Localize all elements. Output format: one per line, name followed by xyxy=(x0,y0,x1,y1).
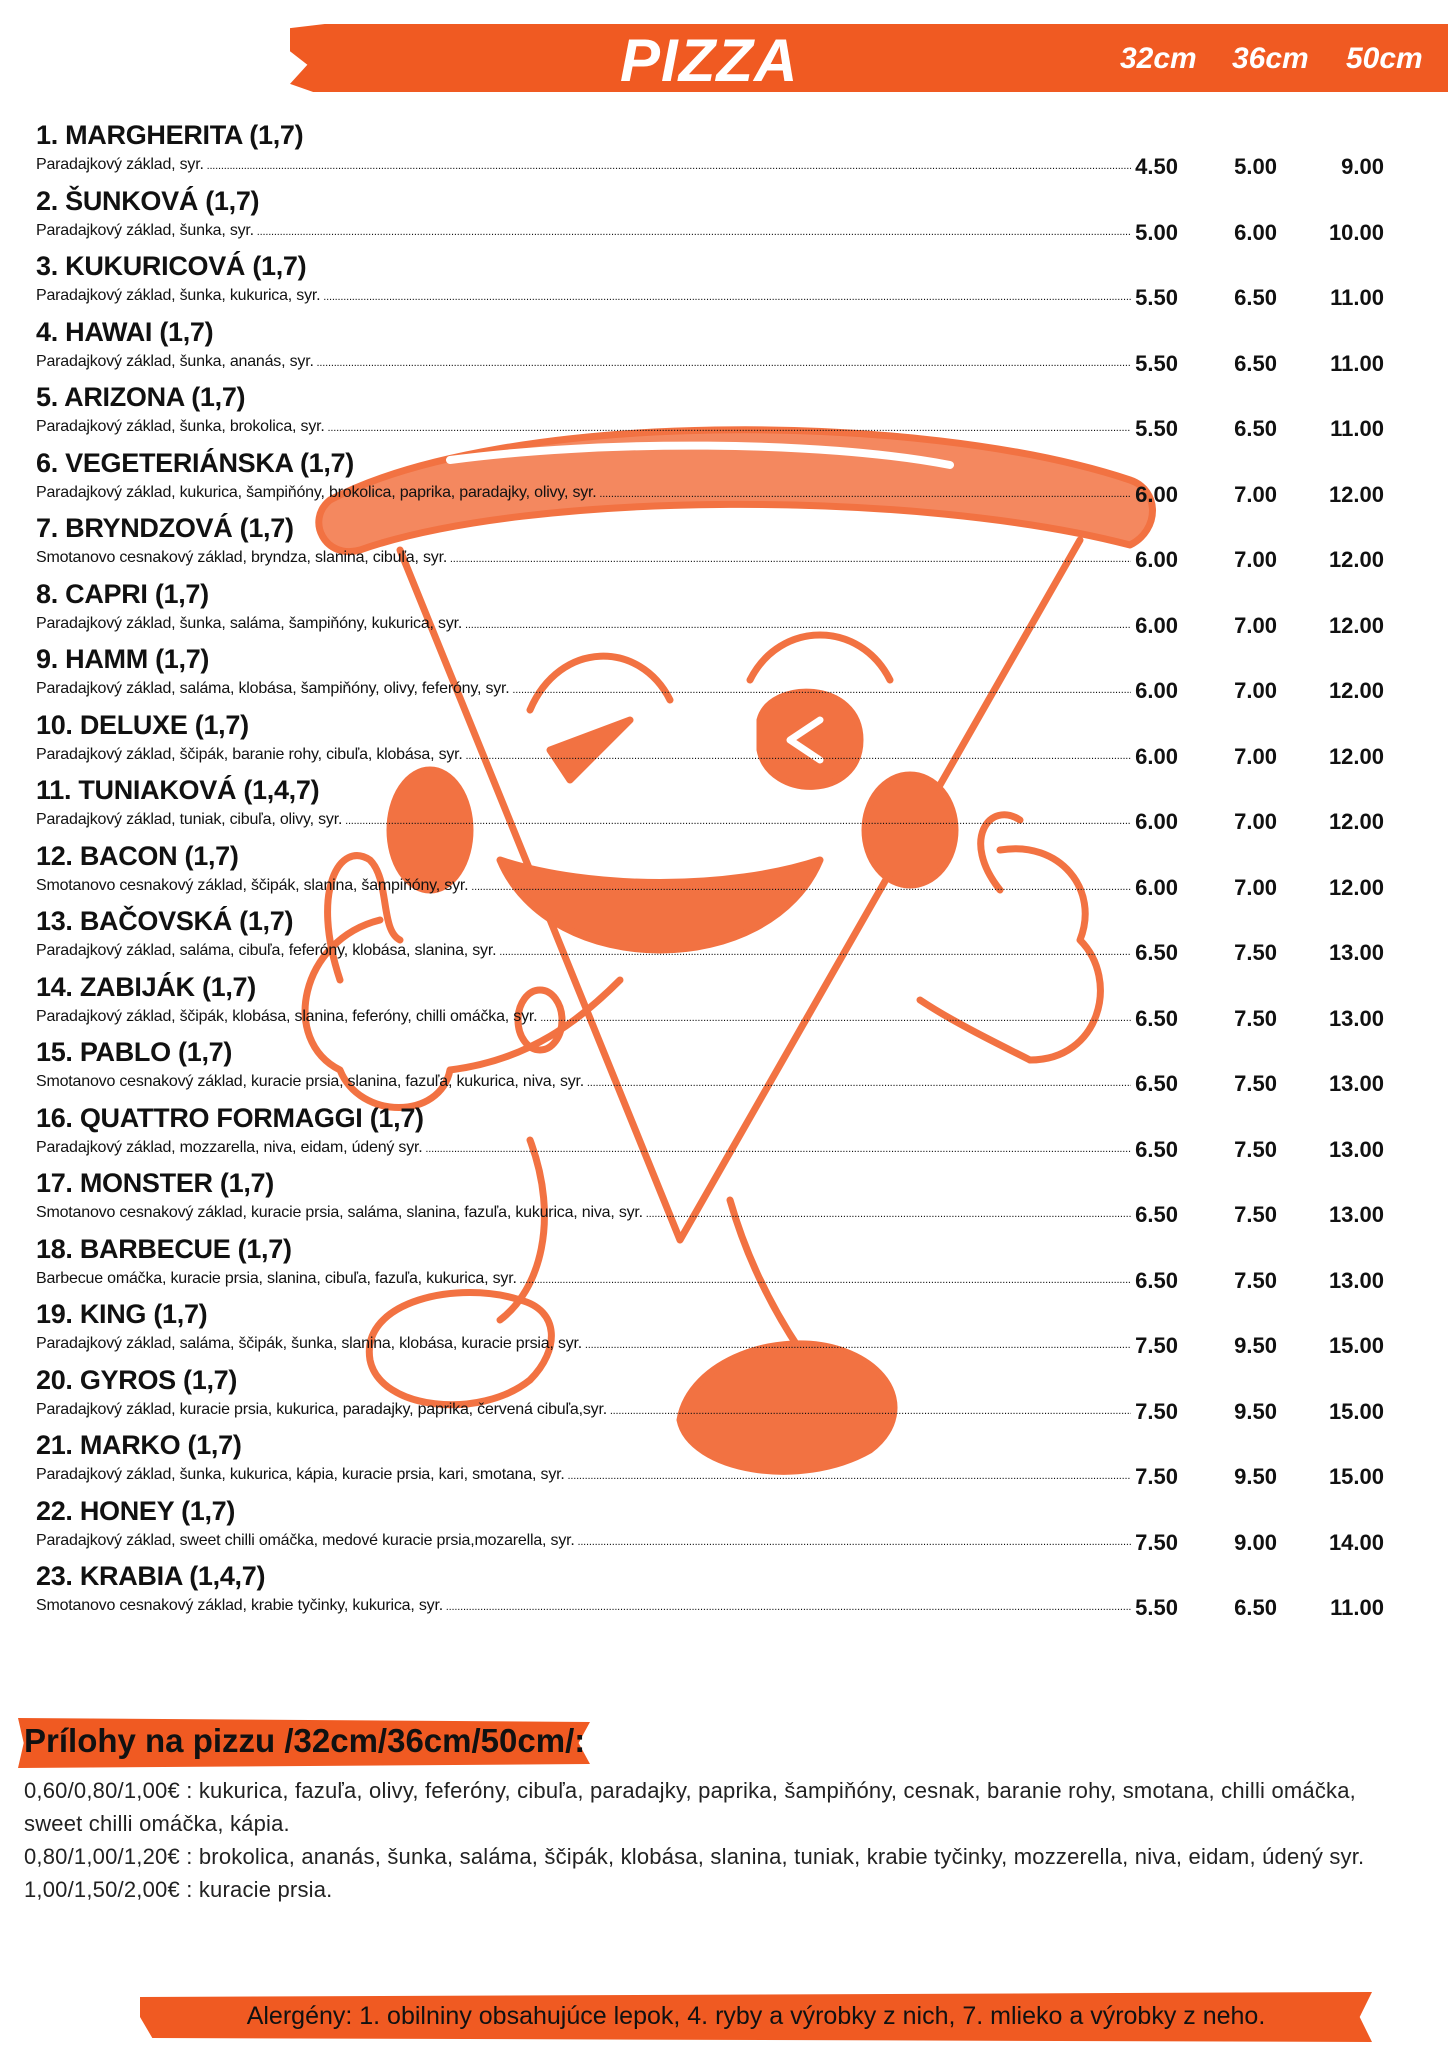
price-50cm: 15.00 xyxy=(1328,1464,1384,1489)
menu-item-name: 15. PABLO (1,7) xyxy=(36,1037,233,1067)
menu-item-name: 8. CAPRI (1,7) xyxy=(36,578,209,609)
menu-item xyxy=(36,120,1416,186)
extras-line: 0,80/1,00/1,20€ : brokolica, ananás, šunka, saláma, ščipák, klobása, slanina, tuniak, krabie tyčinky, mozzerella, niva, eidam, údený syr. xyxy=(24,1844,1365,1869)
menu-item-description: Smotanovo cesnakový základ, bryndza, slanina, cibuľa, syr. ..... xyxy=(36,549,1131,567)
menu-item-name: 13. BAČOVSKÁ (1,7) xyxy=(36,906,294,936)
menu-item-description: Paradajkový základ, šunka, ananás, syr. ..... xyxy=(36,353,1131,371)
menu-item-description: Paradajkový základ, šunka, brokolica, syr. ..... xyxy=(36,418,1131,436)
price-36cm: 7.50 xyxy=(1234,1071,1277,1096)
price-32cm: 6.50 xyxy=(1135,1202,1178,1227)
price-36cm: 6.50 xyxy=(1234,350,1277,376)
price-36cm: 6.00 xyxy=(1234,219,1277,245)
extras-line: 0,60/0,80/1,00€ : kukurica, fazuľa, olivy, feferóny, cibuľa, paradajky, paprika, šampiňóny, cesnak, baranie rohy, smotana, chilli omáčka, xyxy=(24,1778,1356,1803)
price-50cm: 11.00 xyxy=(1330,416,1384,441)
menu-item xyxy=(36,1365,1416,1431)
price-36cm: 7.00 xyxy=(1234,743,1277,769)
price-36cm: 7.00 xyxy=(1234,678,1277,703)
menu-item-description: Paradajkový základ, sweet chilli omáčka, medové kuracie prsia,mozarella, syr. ..... xyxy=(36,1532,1131,1550)
price-50cm: 13.00 xyxy=(1328,1136,1384,1162)
menu-item xyxy=(36,1299,1416,1365)
price-32cm: 6.00 xyxy=(1135,612,1178,638)
menu-item-description: Paradajkový základ, tuniak, cibuľa, olivy, syr. ..... xyxy=(36,811,1131,829)
size-header-small: 32cm xyxy=(1120,42,1197,75)
price-50cm: 12.00 xyxy=(1328,874,1384,900)
menu-item-description: Barbecue omáčka, kuracie prsia, slanina, cibuľa, fazuľa, kukurica, syr. ..... xyxy=(36,1270,1131,1288)
price-36cm: 7.50 xyxy=(1234,940,1277,965)
price-32cm: 6.50 xyxy=(1135,940,1178,965)
price-36cm: 9.50 xyxy=(1234,1464,1277,1489)
price-32cm: 7.50 xyxy=(1135,1464,1178,1489)
menu-item-name: 4. HAWAI (1,7) xyxy=(36,316,214,347)
price-36cm: 9.50 xyxy=(1234,1398,1277,1424)
price-32cm: 5.50 xyxy=(1135,350,1178,376)
menu-item xyxy=(36,644,1416,710)
price-36cm: 7.00 xyxy=(1234,612,1277,638)
price-50cm: 13.00 xyxy=(1328,1267,1384,1293)
menu-item xyxy=(36,513,1416,579)
price-32cm: 7.50 xyxy=(1135,1398,1178,1424)
menu-item-name: 1. MARGHERITA (1,7) xyxy=(36,120,304,150)
menu-item-name: 18. BARBECUE (1,7) xyxy=(36,1233,292,1264)
menu-item-name: 6. VEGETERIÁNSKA (1,7) xyxy=(36,447,354,478)
price-32cm: 6.00 xyxy=(1135,743,1178,769)
menu-item-description: Paradajkový základ, šunka, syr. ..... xyxy=(36,222,1131,240)
price-50cm: 9.00 xyxy=(1341,154,1384,179)
price-36cm: 7.00 xyxy=(1234,547,1277,572)
price-32cm: 6.00 xyxy=(1135,809,1178,834)
menu-item xyxy=(36,579,1416,645)
menu-item-description: Paradajkový základ, ščipák, klobása, slanina, feferóny, chilli omáčka, syr. ..... xyxy=(36,1008,1131,1026)
size-headers xyxy=(1120,42,1448,82)
menu-item-name: 16. QUATTRO FORMAGGI (1,7) xyxy=(36,1102,424,1133)
menu-item xyxy=(36,710,1416,776)
price-36cm: 7.50 xyxy=(1234,1202,1277,1227)
menu-item xyxy=(36,251,1416,317)
menu-item-name: 10. DELUXE (1,7) xyxy=(36,709,249,740)
price-36cm: 7.00 xyxy=(1234,481,1277,507)
price-32cm: 6.00 xyxy=(1135,547,1178,572)
extras-list xyxy=(24,1774,1434,1906)
menu-item-description: Paradajkový základ, ščipák, baranie rohy, cibuľa, klobása, syr. ..... xyxy=(36,746,1131,764)
price-32cm: 6.50 xyxy=(1135,1267,1178,1293)
price-50cm: 15.00 xyxy=(1328,1333,1384,1358)
menu-item xyxy=(36,906,1416,972)
menu-item-name: 2. ŠUNKOVÁ (1,7) xyxy=(36,185,260,216)
price-50cm: 11.00 xyxy=(1330,285,1384,310)
price-50cm: 11.00 xyxy=(1330,1595,1384,1620)
menu-item xyxy=(36,1103,1416,1169)
price-32cm: 5.50 xyxy=(1135,285,1178,310)
menu-item-name: 22. HONEY (1,7) xyxy=(36,1495,236,1526)
menu-item-name: 5. ARIZONA (1,7) xyxy=(36,382,246,412)
price-32cm: 7.50 xyxy=(1135,1333,1178,1358)
price-50cm: 12.00 xyxy=(1328,743,1384,769)
price-36cm: 7.50 xyxy=(1234,1005,1277,1031)
menu-item xyxy=(36,1168,1416,1234)
menu-item-description: Paradajkový základ, mozzarella, niva, eidam, údený syr. ..... xyxy=(36,1139,1131,1157)
price-32cm: 7.50 xyxy=(1135,1529,1178,1555)
menu-item-name: 14. ZABIJÁK (1,7) xyxy=(36,971,256,1002)
allergens-note: Alergény: 1. obilniny obsahujúce lepok, 4. ryby a výrobky z nich, 7. mlieko a výrobky z neho. xyxy=(246,2002,1266,2030)
price-32cm: 6.50 xyxy=(1135,1005,1178,1031)
price-32cm: 5.00 xyxy=(1135,219,1178,245)
menu-item-description: Smotanovo cesnakový základ, krabie tyčinky, kukurica, syr. ..... xyxy=(36,1597,1131,1615)
menu-item-description: Paradajkový základ, syr. ..... xyxy=(36,156,1131,174)
price-50cm: 12.00 xyxy=(1328,612,1384,638)
menu-item xyxy=(36,448,1416,514)
price-32cm: 6.50 xyxy=(1135,1071,1178,1096)
price-50cm: 12.00 xyxy=(1328,678,1384,703)
menu-item-name: 21. MARKO (1,7) xyxy=(36,1430,242,1460)
price-36cm: 7.00 xyxy=(1234,809,1277,834)
menu-item-name: 11. TUNIAKOVÁ (1,4,7) xyxy=(36,775,320,805)
menu-item-description: Paradajkový základ, kuracie prsia, kukurica, paradajky, paprika, červená cibuľa,syr. ..... xyxy=(36,1401,1131,1419)
menu-item xyxy=(36,1430,1416,1496)
menu-item xyxy=(36,317,1416,383)
extras-line: 1,00/1,50/2,00€ : kuracie prsia. xyxy=(24,1877,333,1902)
menu-item xyxy=(36,186,1416,252)
price-36cm: 7.00 xyxy=(1234,874,1277,900)
price-50cm: 12.00 xyxy=(1328,547,1384,572)
price-36cm: 9.50 xyxy=(1234,1333,1277,1358)
price-50cm: 13.00 xyxy=(1328,940,1384,965)
price-50cm: 15.00 xyxy=(1328,1398,1384,1424)
price-32cm: 6.50 xyxy=(1135,1136,1178,1162)
price-32cm: 4.50 xyxy=(1135,154,1178,179)
price-50cm: 13.00 xyxy=(1328,1202,1384,1227)
menu-item xyxy=(36,1234,1416,1300)
menu-item xyxy=(36,382,1416,448)
menu-item-name: 12. BACON (1,7) xyxy=(36,840,239,871)
menu-item-name: 23. KRABIA (1,4,7) xyxy=(36,1561,266,1591)
price-32cm: 6.00 xyxy=(1135,874,1178,900)
menu-item-description: Paradajkový základ, saláma, cibuľa, feferóny, klobása, slanina, syr. ..... xyxy=(36,942,1131,960)
menu-item-description: Smotanovo cesnakový základ, kuracie prsia, saláma, slanina, fazuľa, kukurica, niva, syr. ..... xyxy=(36,1204,1131,1222)
menu-item xyxy=(36,972,1416,1038)
menu-item xyxy=(36,1561,1416,1627)
price-50cm: 11.00 xyxy=(1330,350,1384,376)
price-36cm: 5.00 xyxy=(1234,154,1277,179)
menu-item xyxy=(36,1037,1416,1103)
menu-item-name: 9. HAMM (1,7) xyxy=(36,644,210,674)
price-50cm: 10.00 xyxy=(1328,219,1384,245)
menu-item-name: 19. KING (1,7) xyxy=(36,1299,208,1329)
menu-item-name: 3. KUKURICOVÁ (1,7) xyxy=(36,251,307,281)
menu-item-description: Smotanovo cesnakový základ, kuracie prsia, slanina, fazuľa, kukurica, niva, syr. ..... xyxy=(36,1073,1131,1091)
menu-item-description: Paradajkový základ, šunka, kukurica, kápia, kuracie prsia, kari, smotana, syr. ..... xyxy=(36,1466,1131,1484)
price-50cm: 12.00 xyxy=(1328,809,1384,834)
extras-title: Prílohy na pizzu /32cm/36cm/50cm/: xyxy=(24,1722,586,1759)
menu-item-description: Smotanovo cesnakový základ, ščipák, slanina, šampiňóny, syr. ..... xyxy=(36,877,1131,895)
menu-item-name: 20. GYROS (1,7) xyxy=(36,1364,238,1395)
price-32cm: 5.50 xyxy=(1135,416,1178,441)
price-36cm: 6.50 xyxy=(1234,416,1277,441)
menu-item xyxy=(36,775,1416,841)
price-36cm: 6.50 xyxy=(1234,285,1277,310)
menu-item-description: Paradajkový základ, kukurica, šampiňóny, brokolica, paprika, paradajky, olivy, syr. ..... xyxy=(36,484,1131,502)
price-32cm: 5.50 xyxy=(1135,1595,1178,1620)
price-32cm: 6.00 xyxy=(1135,678,1178,703)
menu-item-description: Paradajkový základ, saláma, klobása, šampiňóny, olivy, feferóny, syr. ..... xyxy=(36,680,1131,698)
price-50cm: 12.00 xyxy=(1328,481,1384,507)
menu-item-name: 7. BRYNDZOVÁ (1,7) xyxy=(36,513,294,543)
price-36cm: 7.50 xyxy=(1234,1267,1277,1293)
menu-item-name: 17. MONSTER (1,7) xyxy=(36,1168,274,1198)
menu-item xyxy=(36,1496,1416,1562)
menu-item-description: Paradajkový základ, saláma, ščipák, šunka, slanina, klobása, kuracie prsia, syr. ..... xyxy=(36,1335,1131,1353)
extras-line: sweet chilli omáčka, kápia. xyxy=(24,1811,290,1836)
price-36cm: 6.50 xyxy=(1234,1595,1277,1620)
menu-item-description: Paradajkový základ, šunka, kukurica, syr. ..... xyxy=(36,287,1131,305)
size-header-large: 50cm xyxy=(1346,42,1423,75)
price-36cm: 7.50 xyxy=(1234,1136,1277,1162)
price-50cm: 13.00 xyxy=(1328,1005,1384,1031)
price-50cm: 14.00 xyxy=(1328,1529,1384,1555)
menu-item xyxy=(36,841,1416,907)
price-32cm: 6.00 xyxy=(1135,481,1178,507)
price-36cm: 9.00 xyxy=(1234,1529,1277,1555)
size-header-medium: 36cm xyxy=(1232,42,1309,75)
page-title: PIZZA xyxy=(620,27,799,94)
menu-item-description: Paradajkový základ, šunka, saláma, šampiňóny, kukurica, syr. ..... xyxy=(36,615,1131,633)
price-50cm: 13.00 xyxy=(1328,1071,1384,1096)
